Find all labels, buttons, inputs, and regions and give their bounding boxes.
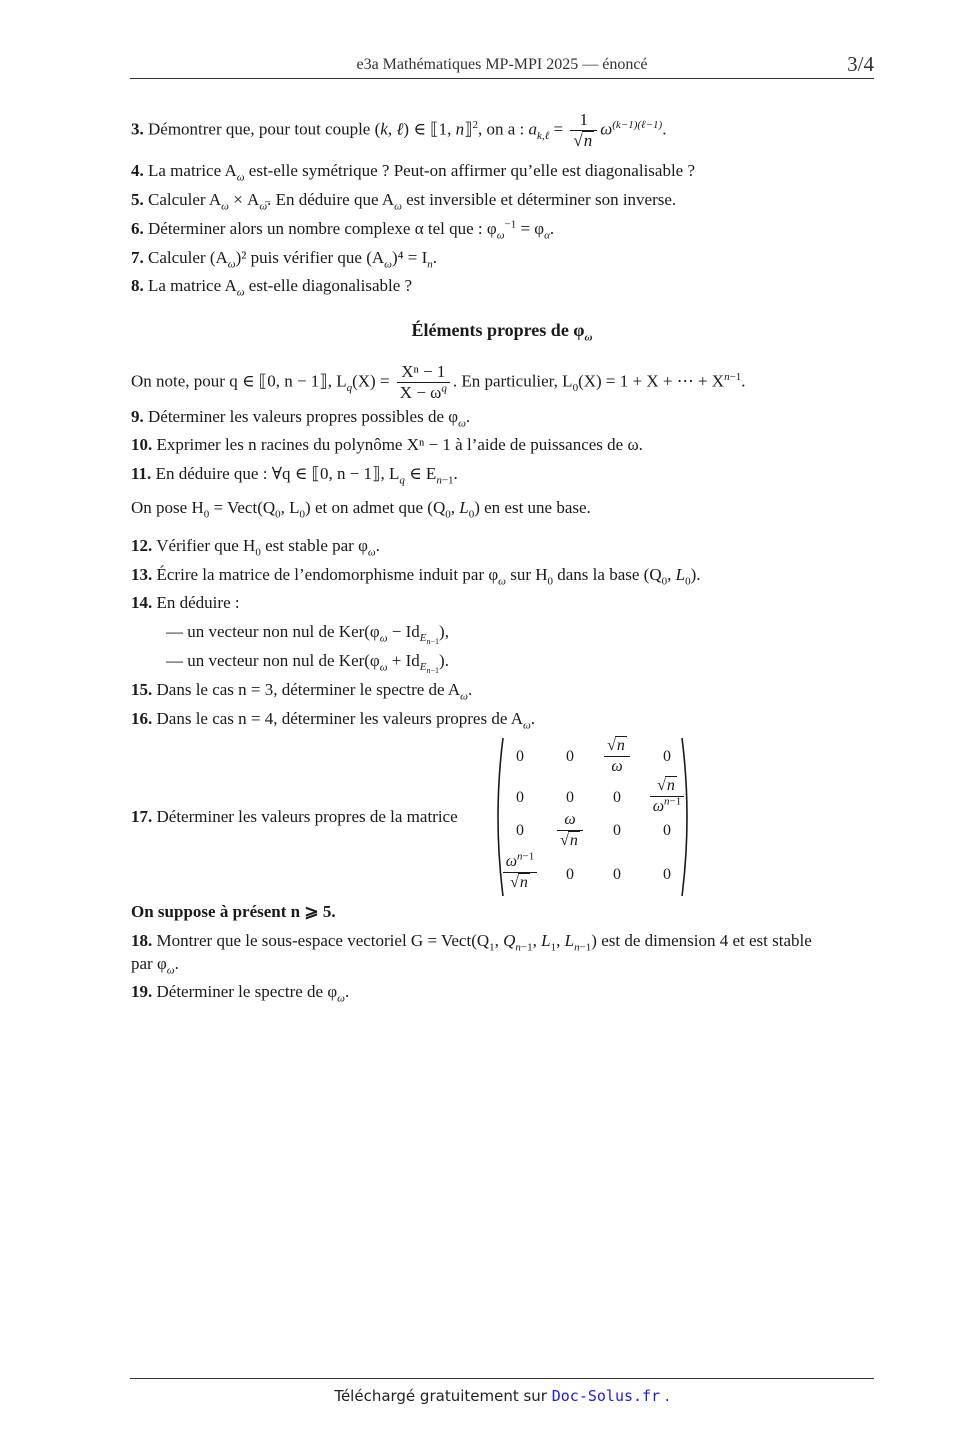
question-14-item-2: — un vecteur non nul de $Ker(\varphi_\omega + Id_{E_{n-1}})$. <box>166 651 449 676</box>
matrix-cell: $\frac{√n}{\omega^{n-1}}$ <box>642 776 692 817</box>
doc-solus-link[interactable]: Doc-Solus.fr <box>551 1387 661 1405</box>
question-17: 17. Déterminer les valeurs propres de la matrice <box>131 807 458 826</box>
matrix-cell: 0 <box>613 789 621 806</box>
question-13: 13. Écrire la matrice de l’endomorphisme induit par $\varphi_\omega$ sur $H_0$ dans la base ($Q_0$, $L_0$). <box>131 565 701 588</box>
question-10: 10. Exprimer les n racines du polynôme Xⁿ − 1 à l’aide de puissances de ω. <box>131 435 643 454</box>
question-18-continued: par $\varphi_\omega$. <box>131 954 179 977</box>
question-14: 14. En déduire : <box>131 593 240 612</box>
footer-divider <box>130 1378 874 1379</box>
question-19: 19. Déterminer le spectre de $\varphi_\omega$. <box>131 982 350 1005</box>
matrix-cell: 0 <box>566 866 574 883</box>
section-heading: Éléments propres de $\varphi_\omega$ <box>411 320 593 344</box>
matrix-cell: 0 <box>516 748 524 765</box>
matrix-cell: 0 <box>566 748 574 765</box>
question-15: 15. Dans le cas n = 3, déterminer le spectre de $A_\omega$. <box>131 680 473 703</box>
matrix-cell: $\frac{√n}{\omega}$ <box>592 736 642 777</box>
page-footer: Téléchargé gratuitement sur Doc-Solus.fr . <box>334 1387 670 1405</box>
question-16: 16. Dans le cas n = 4, déterminer les valeurs propres de $A_\omega$. <box>131 709 536 732</box>
question-11: 11. En déduire que : ∀q ∈ ⟦0, n − 1⟧, $L_q$ ∈ $E_{n-1}$. <box>131 464 458 487</box>
matrix-cell: 0 <box>663 748 671 765</box>
matrix-cell: 0 <box>663 822 671 839</box>
matrix-cell: 0 <box>613 866 621 883</box>
matrix-cell: 0 <box>516 822 524 839</box>
question-6: 6. Déterminer alors un nombre complexe α tel que : $\varphi_\omega^{-1} = \varphi_\alpha$. <box>131 218 555 242</box>
matrix-cell: 0 <box>516 789 524 806</box>
matrix-cell: 0 <box>566 789 574 806</box>
intro-paragraph: On note, pour q ∈ ⟦0, n − 1⟧, $L_q(X)$ = $\frac{\text{Xⁿ − 1}}{X - \omega^q}$ . En particulier, $L_0(X) = 1 + X$ + ⋯ + $X^{n-1}$. <box>131 362 746 402</box>
matrix-cell: 0 <box>663 866 671 883</box>
question-18: 18. Montrer que le sous-espace vectoriel $G = Vect(Q_1$, $Q_{n-1}$, $L_1$, $L_{n-1}$) est de dimension 4 et est stable <box>131 931 812 954</box>
question-8: 8. La matrice $A_\omega$ est-elle diagonalisable ? <box>131 276 413 299</box>
matrix-cell: $\frac{\omega^{n-1}}{√n}$ <box>495 852 545 893</box>
assumption: On suppose à présent n ⩾ 5. <box>131 902 336 921</box>
question-12: 12. Vérifier que $H_0$ est stable par $\varphi_\omega$. <box>131 536 380 559</box>
page-number: 3/4 <box>847 52 874 76</box>
matrix <box>491 736 694 898</box>
matrix-cell: $\frac{\omega}{√n}$ <box>545 810 595 851</box>
question-14-item-1: — un vecteur non nul de $Ker(\varphi_\omega - Id_{E_{n-1}})$, <box>166 622 449 647</box>
question-9: 9. Déterminer les valeurs propres possibles de $\varphi_\omega$. <box>131 407 471 430</box>
matrix-cell: 0 <box>613 822 621 839</box>
page-header <box>130 52 874 79</box>
question-3: 3. Démontrer que, pour tout couple (k, ℓ) ∈ ⟦1, n⟧$^2$, on a : $a_{k,\ell}$ = $\frac{1}{√n}$ $\omega^{(k-1)(\ell-1)}$. <box>131 110 667 150</box>
header-title: e3a Mathématiques MP-MPI 2025 — énoncé <box>356 56 648 73</box>
question-4: 4. La matrice $A_\omega$ est-elle symétrique ? Peut-on affirmer qu’elle est diagonalisable ? <box>131 161 696 184</box>
question-5: 5. Calculer $A_\omega \times A_{\omega̅}$. En déduire que $A_\omega$ est inversible et déterminer son inverse. <box>131 190 677 213</box>
question-7: 7. Calculer $(A_\omega)^2$ puis vérifier que $(A_\omega)^4 = I_n$. <box>131 248 438 271</box>
intro-paragraph-2: On pose $H_0$ = $Vect(Q_0$, $L_0$) et on admet que ($Q_0$, $L_0$) en est une base. <box>131 498 591 521</box>
